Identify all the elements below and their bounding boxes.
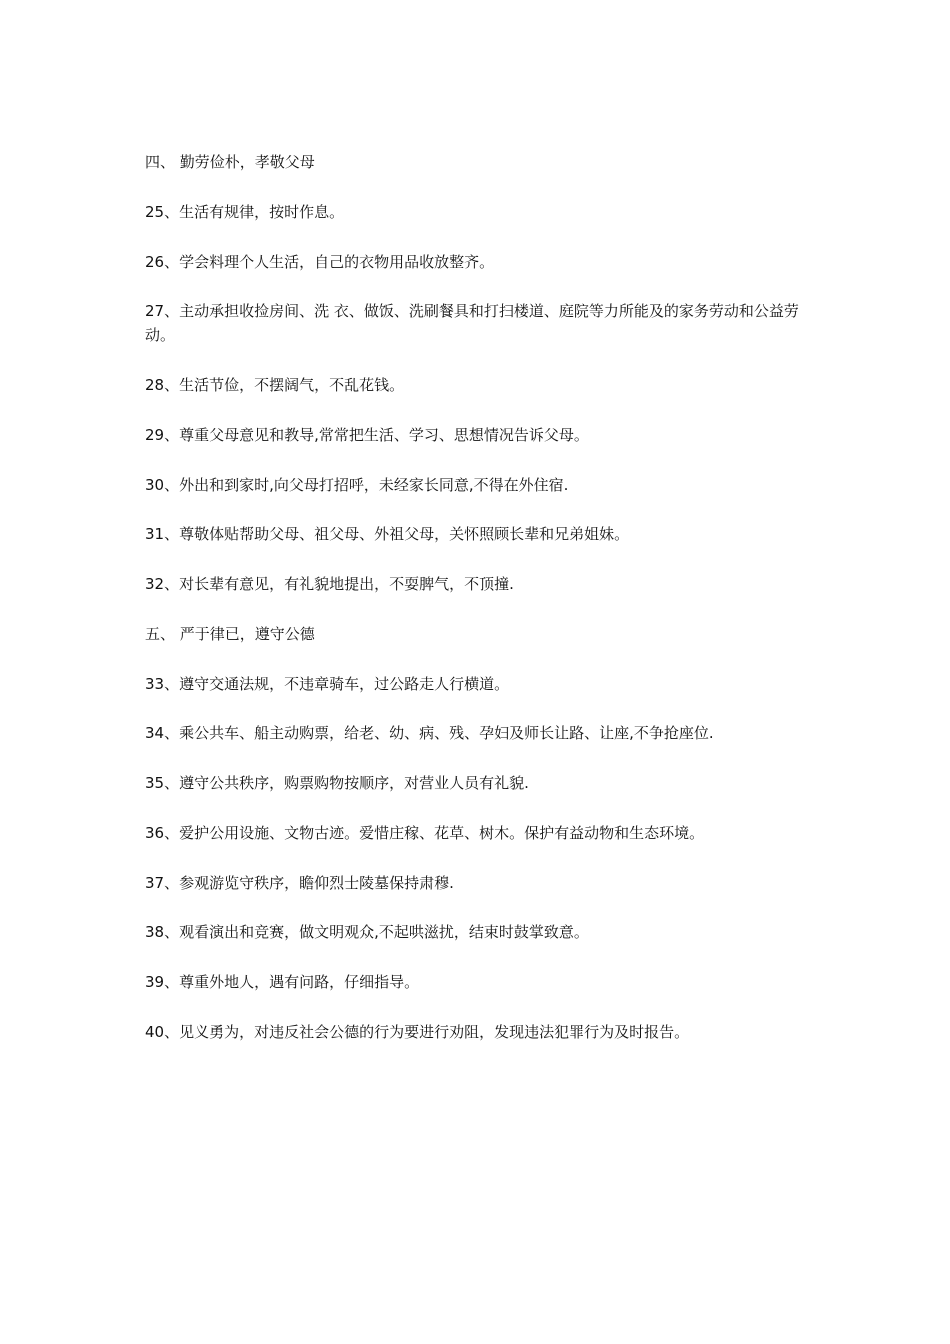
list-item: 29、尊重父母意见和教导,常常把生活、学习、思想情况告诉父母。	[145, 426, 589, 444]
list-item: 34、乘公共车、船主动购票，给老、幼、病、残、孕妇及师长让路、让座,不争抢座位.	[145, 724, 714, 742]
list-item: 30、外出和到家时,向父母打招呼，未经家长同意,不得在外住宿.	[145, 476, 569, 494]
list-item: 38、观看演出和竞赛，做文明观众,不起哄滋扰，结束时鼓掌致意。	[145, 923, 589, 941]
list-item: 32、对长辈有意见，有礼貌地提出，不耍脾气，不顶撞.	[145, 575, 514, 593]
list-item: 39、尊重外地人，遇有问路，仔细指导。	[145, 973, 420, 991]
list-item: 27、主动承担收捡房间、洗 衣、做饭、洗刷餐具和打扫楼道、庭院等力所能及的家务劳动和公益劳动。	[145, 302, 799, 344]
list-item: 25、生活有规律，按时作息。	[145, 203, 345, 221]
list-item: 35、遵守公共秩序，购票购物按顺序，对营业人员有礼貌.	[145, 774, 529, 792]
list-item: 26、学会料理个人生活，自己的衣物用品收放整齐。	[145, 253, 495, 271]
list-item: 40、见义勇为，对违反社会公德的行为要进行劝阻，发现违法犯罪行为及时报告。	[145, 1023, 690, 1041]
section-four-heading: 四、 勤劳俭朴，孝敬父母	[145, 153, 315, 171]
list-item: 28、生活节俭，不摆阔气，不乱花钱。	[145, 376, 405, 394]
list-item: 33、遵守交通法规，不违章骑车，过公路走人行横道。	[145, 675, 510, 693]
list-item: 36、爱护公用设施、文物古迹。爱惜庄稼、花草、树木。保护有益动物和生态环境。	[145, 824, 705, 842]
list-item: 37、参观游览守秩序，瞻仰烈士陵墓保持肃穆.	[145, 874, 454, 892]
list-item: 31、尊敬体贴帮助父母、祖父母、外祖父母，关怀照顾长辈和兄弟姐妹。	[145, 525, 630, 543]
section-five-heading: 五、 严于律已，遵守公德	[145, 625, 315, 643]
